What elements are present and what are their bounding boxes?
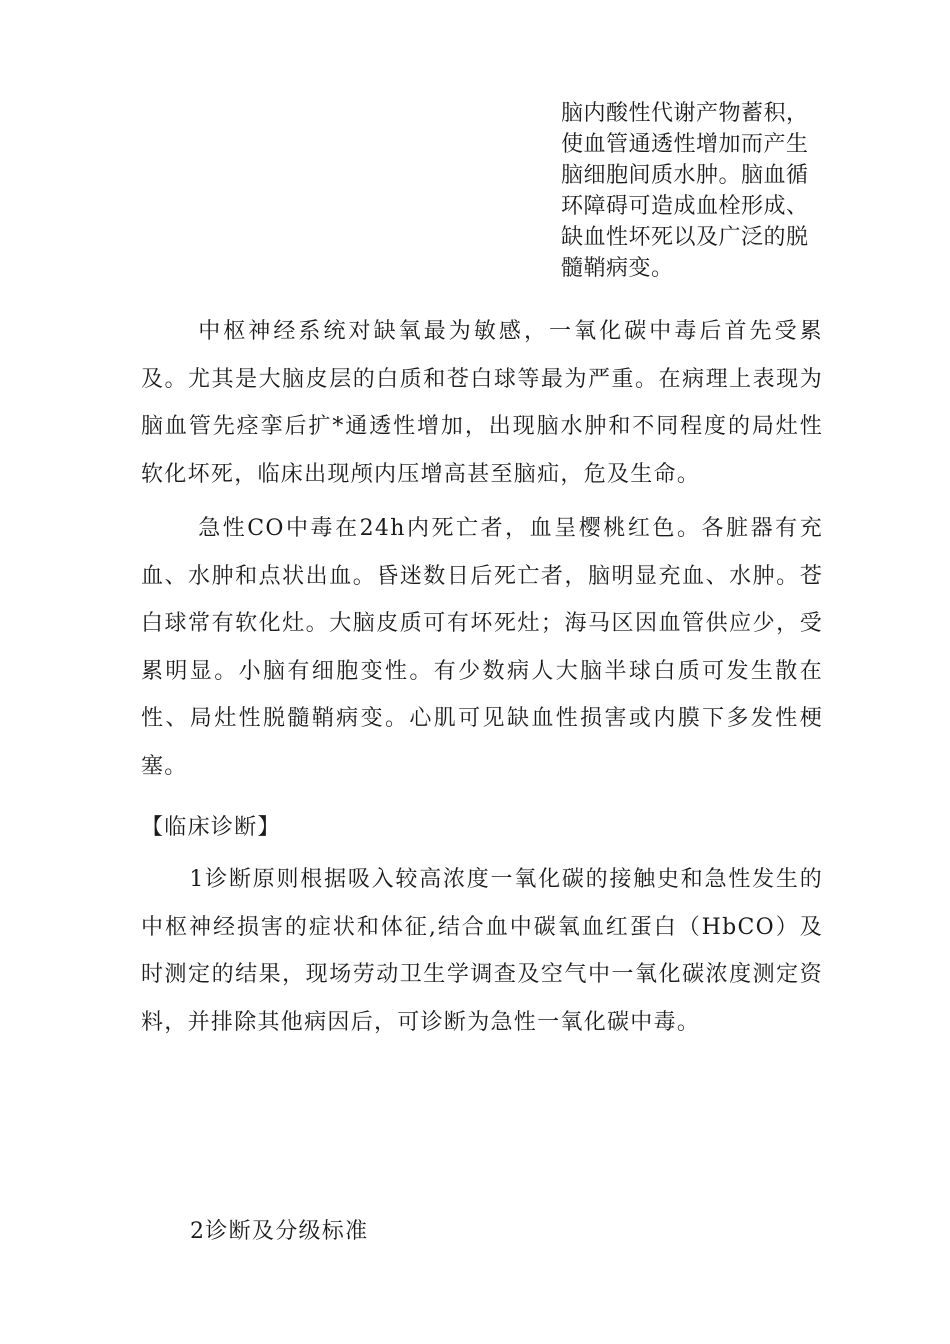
side-text-box: 脑内酸性代谢产物蓄积，使血管通透性增加而产生脑细胞间质水肿。脑血循环障碍可造成血栓形成、缺血性坏死以及广泛的脱髓鞘病变。: [561, 101, 809, 281]
paragraph-diagnosis-principle: 1诊断原则根据吸入较高浓度一氧化碳的接触史和急性发生的中枢神经损害的症状和体征,结合血中碳氧血红蛋白（HbCO）及时测定的结果，现场劳动卫生学调查及空气中一氧化碳浓度测定资料，并排除其他病因后，可诊断为急性一氧化碳中毒。: [141, 867, 823, 1035]
section-heading-clinical-diagnosis: 【临床诊断】: [141, 815, 281, 840]
subheading-diagnosis-grading: 2诊断及分级标准: [190, 1219, 369, 1244]
paragraph-cns-pathology: 中枢神经系统对缺氧最为敏感，一氧化碳中毒后首先受累及。尤其是大脑皮层的白质和苍白球等最为严重。在病理上表现为脑血管先痉挛后扩*通透性增加，出现脑水肿和不同程度的局灶性软化坏死，临床出现颅内压增高甚至脑疝，危及生命。: [141, 319, 823, 487]
paragraph-acute-co-autopsy: 急性CO中毒在24h内死亡者，血呈樱桃红色。各脏器有充血、水肿和点状出血。昏迷数日后死亡者，脑明显充血、水肿。苍白球常有软化灶。大脑皮质可有坏死灶；海马区因血管供应少，受累明显。小脑有细胞变性。有少数病人大脑半球白质可发生散在性、局灶性脱髓鞘病变。心肌可见缺血性损害或内膜下多发性梗塞。: [141, 516, 823, 779]
